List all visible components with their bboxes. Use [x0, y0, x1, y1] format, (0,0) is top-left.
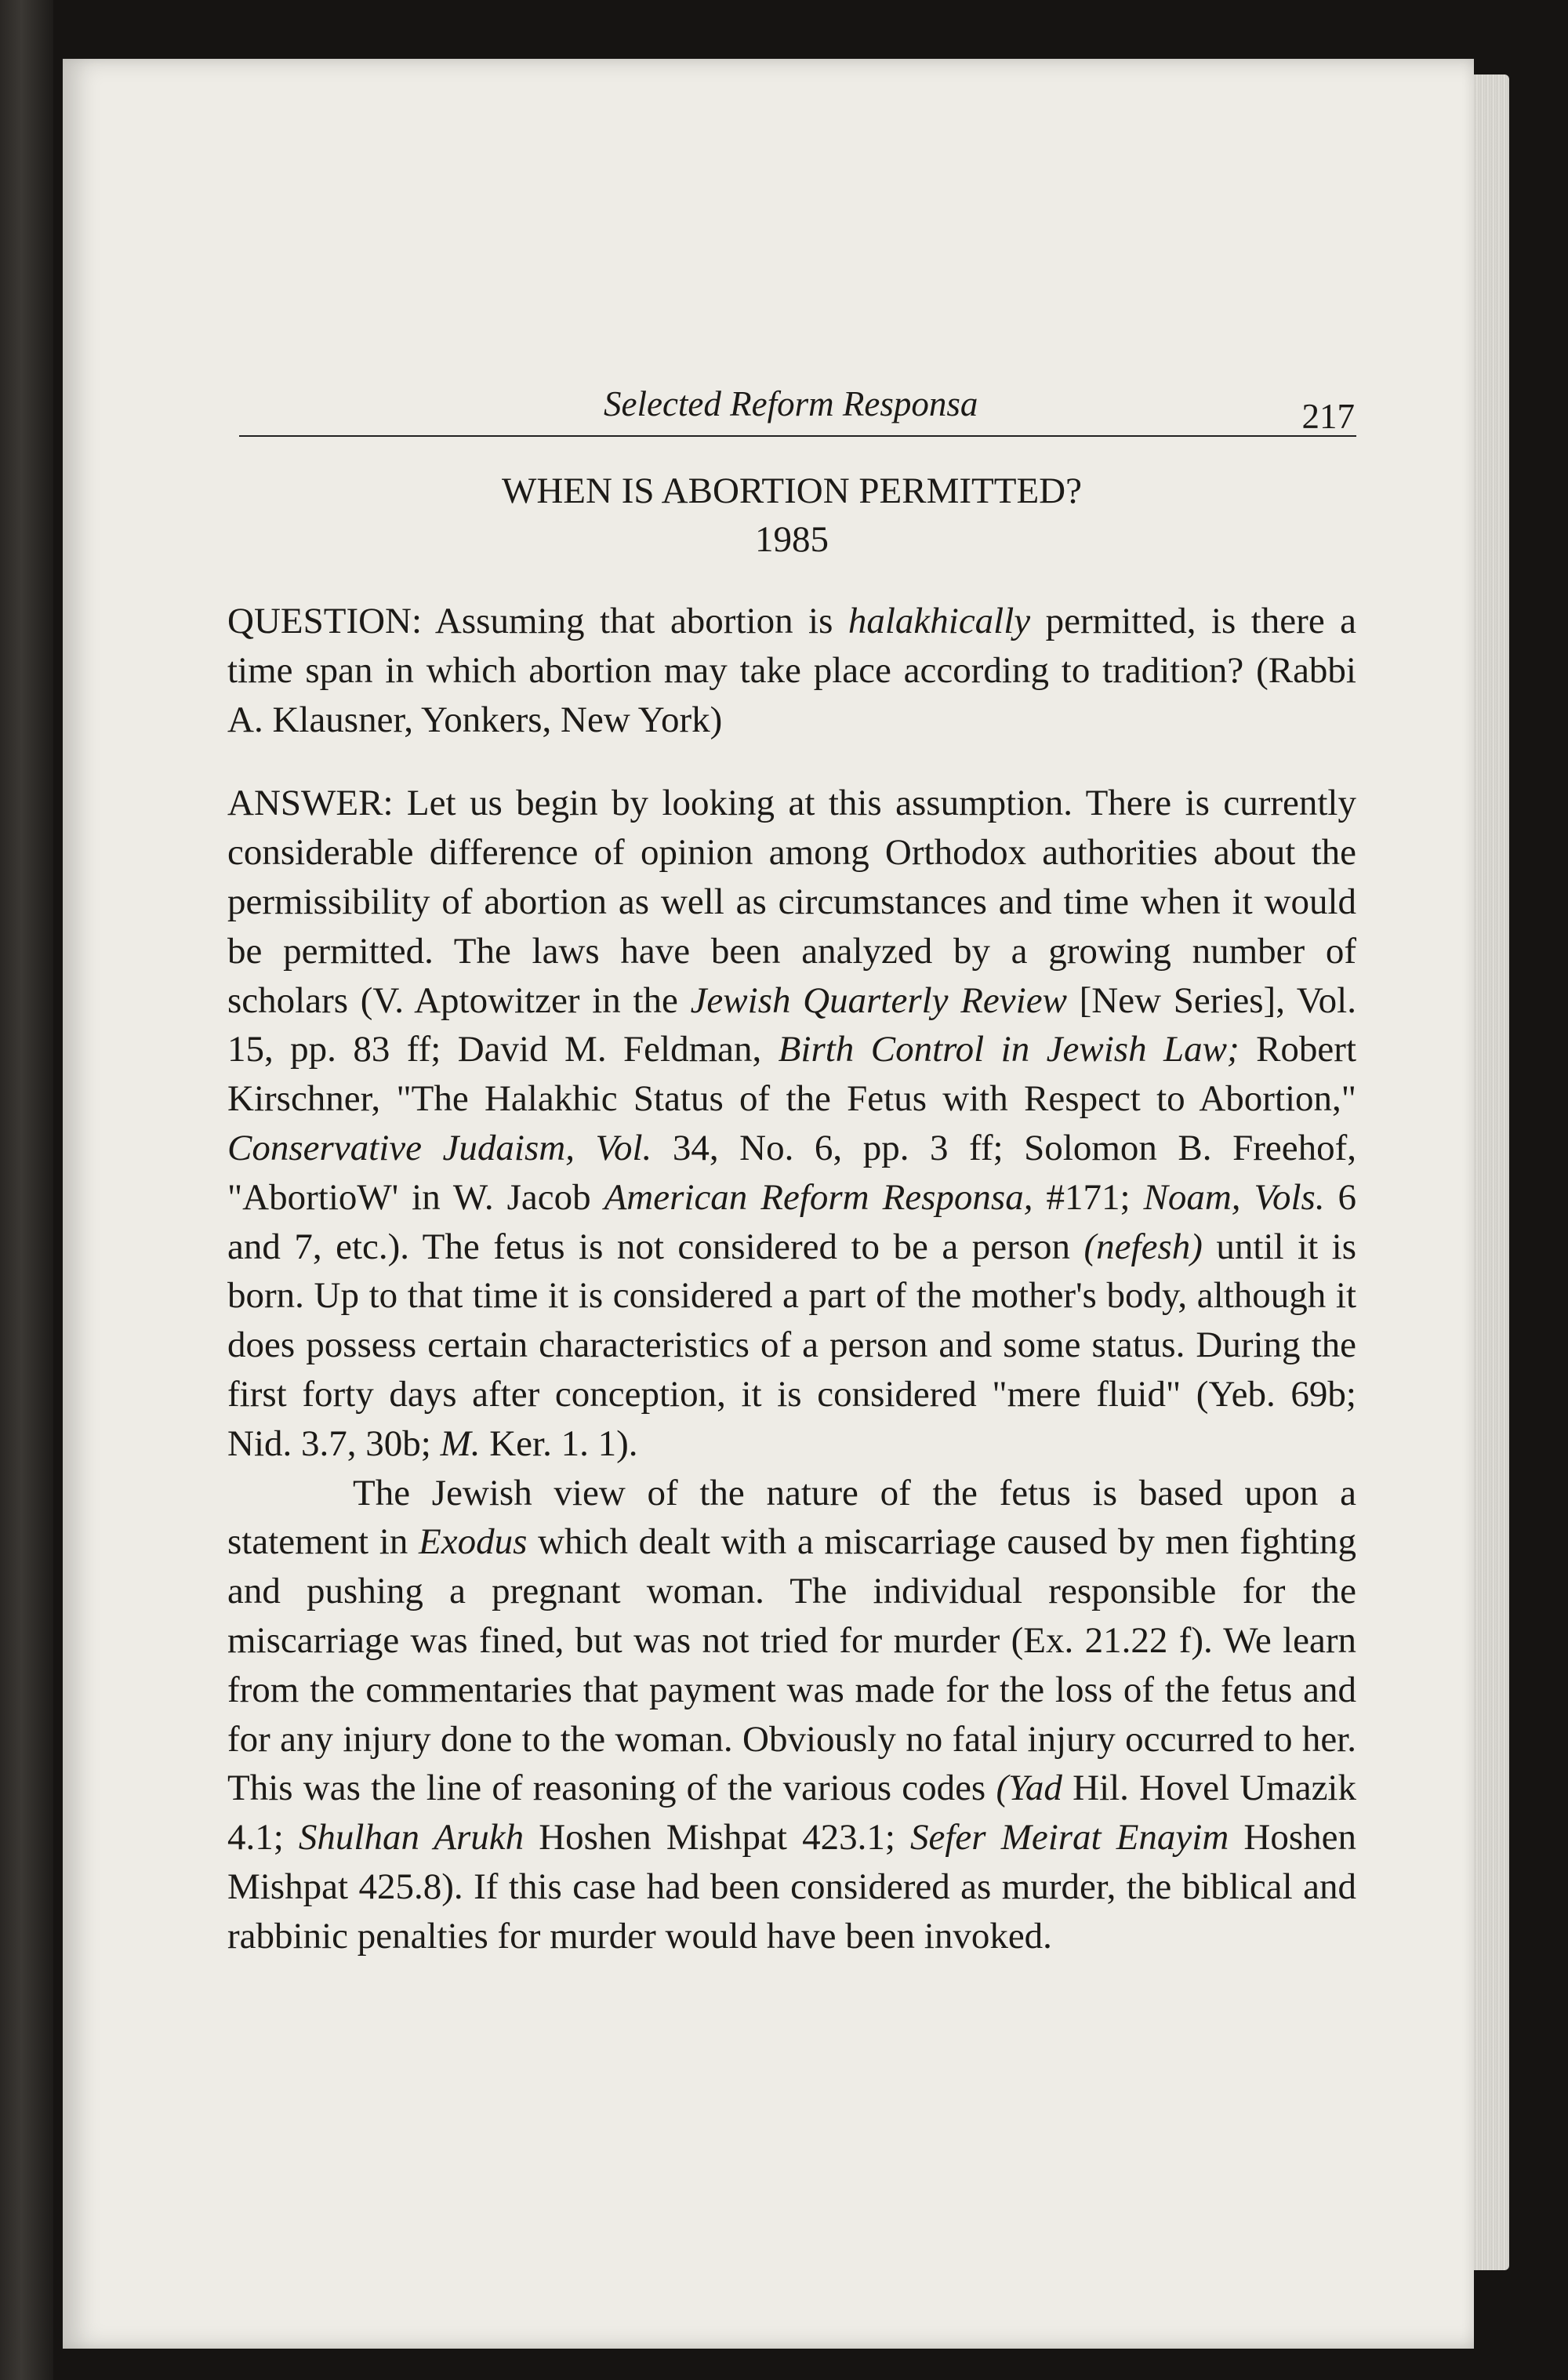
citation-title: Exodus: [419, 1521, 528, 1563]
book-page: [63, 59, 1474, 2349]
answer-text: until it is born. Up to that time it is considered a part of the mother's body, although it does possess certain characteristics of a person and some status. During the first forty days after conception, it is considered "mere fluid" (Yeb. 69b; Nid. 3.7, 30b;: [227, 1226, 1357, 1464]
citation-title: (Yad: [996, 1768, 1062, 1809]
hebrew-term: (nefesh): [1083, 1226, 1203, 1267]
body-text: Hoshen Mishpat 423.1;: [524, 1817, 911, 1859]
body-text: The Jewish view of the nature of the fetus is based upon a statement in: [227, 1472, 1356, 1563]
article-title: WHEN IS ABORTION PERMITTED?: [502, 471, 1082, 511]
answer-text: Robert Kirschner, "The Halakhic Status of the Fetus with Respect to Abortion,": [227, 1029, 1357, 1120]
question-emphasis: halakhically: [848, 601, 1031, 641]
running-title: Selected Reform Responsa: [604, 384, 978, 423]
answer-text: 6 and 7, etc.). The fetus is not considered to be a person: [227, 1176, 1357, 1267]
article-year: 1985: [755, 519, 829, 560]
citation-title: Sefer Meirat Enayim: [910, 1817, 1229, 1859]
question-text: Assuming that abortion is: [434, 601, 848, 641]
citation-title: Birth Control in Jewish Law;: [778, 1029, 1240, 1070]
answer-text: Ker. 1. 1).: [480, 1423, 638, 1464]
citation-title: American Reform Responsa,: [604, 1176, 1033, 1218]
body-text: which dealt with a miscarriage caused by men fighting and pushing a pregnant woman. The individual responsible for the miscarriage was fined, but was not tried for murder (Ex. 21.22 f). We learn from the commentaries that payment was made for the loss of the fetus and for any injury done to the woman. Obviously no fatal injury occurred to her. This was the line of reasoning of the various codes: [227, 1521, 1356, 1809]
page-header: [239, 380, 1356, 437]
text-block: [227, 467, 1356, 1961]
question-paragraph: [227, 597, 1356, 744]
body-paragraph: [227, 1469, 1356, 1961]
answer-text: 34, No. 6, pp. 3 ff; Solomon B. Freehof, "AbortioW' in W. Jacob: [227, 1127, 1356, 1218]
citation-title: Conservative Judaism, Vol.: [227, 1127, 652, 1168]
answer-label: ANSWER:: [227, 783, 394, 824]
citation-title: Noam, Vols.: [1143, 1176, 1325, 1218]
page-number: 217: [1301, 397, 1355, 436]
facing-page-edge: [0, 0, 53, 2380]
answer-text: #171;: [1033, 1176, 1144, 1218]
body-text: Hoshen Mishpat 425.8). If this case had been considered as murder, the biblical and rabbinic penalties for murder would have been invoked.: [227, 1817, 1356, 1957]
answer-text: Let us begin by looking at this assumption. There is currently considerable difference of opinion among Orthodox authorities about the permissibility of abortion as well as circumstances and time when it would be permitted. The laws have been analyzed by a growing number of scholars (V. Aptowitzer in the: [227, 783, 1356, 1021]
body-text: Hil. Hovel Umazik 4.1;: [227, 1768, 1356, 1859]
citation-title: Shulhan Arukh: [298, 1817, 524, 1859]
answer-paragraph: [227, 779, 1356, 1468]
citation-abbrev: M.: [440, 1423, 481, 1464]
question-label: QUESTION:: [227, 601, 423, 641]
citation-title: Jewish Quarterly Review: [690, 979, 1067, 1021]
answer-text: [New Series], Vol. 15, pp. 83 ff; David M. Feldman,: [227, 979, 1356, 1070]
question-text: permitted, is there a time span in which abortion may take place according to tradition? (Rabbi A. Klausner, Yonkers, New York): [227, 601, 1356, 740]
